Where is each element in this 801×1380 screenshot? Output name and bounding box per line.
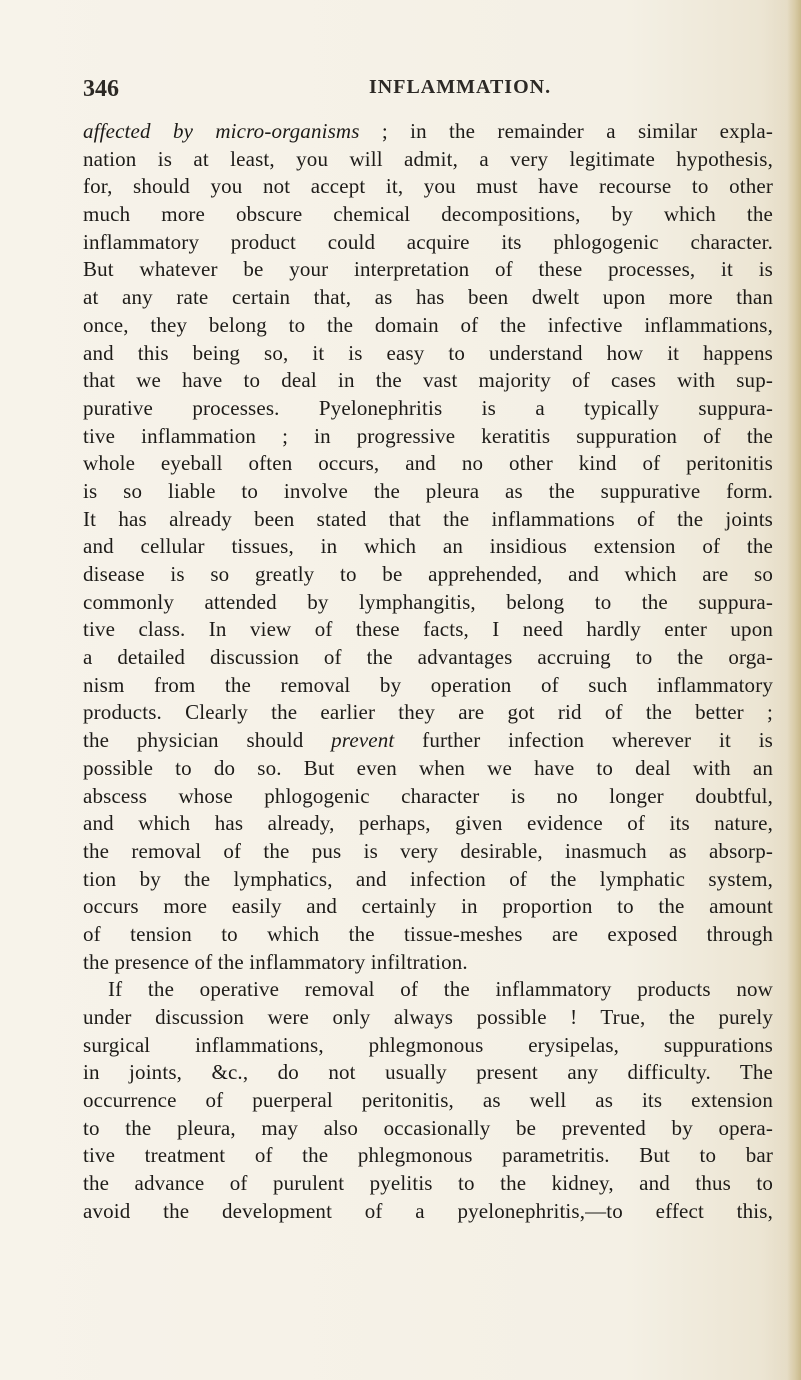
text-line — [83, 118, 773, 146]
text-line: at any rate certain that, as has been dwelt upon more than — [83, 285, 773, 310]
text-line: It has already been stated that the inflammations of the joints — [83, 506, 773, 531]
text-line: occurrence of puerperal peritonitis, as well as its extension — [83, 1088, 773, 1113]
text-line: tive inflammation ; in progressive keratitis suppuration of the — [83, 423, 773, 448]
text-line: tive treatment of the phlegmonous parametritis. But to bar — [83, 1143, 773, 1168]
text-line: surgical inflammations, phlegmonous erysipelas, suppurations — [83, 1032, 773, 1057]
text-line: the advance of purulent pyelitis to the kidney, and thus to — [83, 1171, 773, 1196]
running-head: INFLAMMATION. — [369, 76, 552, 98]
text-line: products. Clearly the earlier they are got rid of the better ; — [83, 700, 773, 725]
page-edge-shadow — [787, 0, 801, 1380]
paragraph-start: If the operative removal of the inflammatory products now — [108, 977, 773, 1002]
text-line: occurs more easily and certainly in proportion to the amount — [83, 894, 773, 919]
text-line: and cellular tissues, in which an insidious extension of the — [83, 534, 773, 559]
italic-word: prevent — [331, 728, 395, 753]
text-line: whole eyeball often occurs, and no other kind of peritonitis — [83, 451, 773, 476]
page-header — [83, 76, 773, 106]
text-line: commonly attended by lymphangitis, belong to the suppura- — [83, 589, 773, 614]
text-run: the physician should — [83, 728, 332, 753]
text-line: is so liable to involve the pleura as the suppurative form. — [83, 478, 773, 503]
text-line: nation is at least, you will admit, a very legitimate hypothesis, — [83, 146, 773, 171]
text-line: the presence of the inflammatory infiltration. — [83, 949, 468, 974]
text-line: the removal of the pus is very desirable, inasmuch as absorp- — [83, 838, 773, 863]
text-run: ; in the remainder a similar expla- — [359, 119, 773, 143]
text-line: and this being so, it is easy to understand how it happens — [83, 340, 773, 365]
text-line — [83, 727, 773, 755]
text-line: inflammatory product could acquire its phlogogenic character. — [83, 229, 773, 254]
text-run: further infection wherever it is — [394, 728, 774, 753]
text-line: for, should you not accept it, you must have recourse to other — [83, 174, 773, 199]
text-line: avoid the development of a pyelonephritis,—to effect this, — [83, 1198, 773, 1223]
text-line: tive class. In view of these facts, I need hardly enter upon — [83, 617, 773, 642]
text-line: once, they belong to the domain of the infective inflammations, — [83, 312, 773, 337]
text-line: purative processes. Pyelonephritis is a typically suppura- — [83, 395, 773, 420]
text-line: under discussion were only always possible ! True, the purely — [83, 1005, 773, 1029]
text-line: of tension to which the tissue-meshes are exposed through — [83, 921, 773, 946]
italic-phrase: affected by micro-organisms — [83, 119, 360, 143]
text-line: possible to do so. But even when we have to deal with an — [83, 755, 773, 780]
text-line: in joints, &c., do not usually present any difficulty. The — [83, 1060, 773, 1085]
text-line: that we have to deal in the vast majority of cases with sup- — [83, 368, 773, 393]
text-line: a detailed discussion of the advantages accruing to the orga- — [83, 645, 773, 670]
text-line: disease is so greatly to be apprehended, and which are so — [83, 562, 773, 586]
text-line: nism from the removal by operation of such inflammatory — [83, 672, 773, 697]
text-line: abscess whose phlogogenic character is no longer doubtful, — [83, 783, 773, 808]
body-text — [83, 118, 773, 1226]
text-line: and which has already, perhaps, given evidence of its nature, — [83, 811, 773, 836]
text-line: to the pleura, may also occasionally be prevented by opera- — [83, 1115, 773, 1140]
page-number: 346 — [83, 76, 119, 102]
text-line: tion by the lymphatics, and infection of the lymphatic system, — [83, 866, 773, 891]
text-line: much more obscure chemical decompositions, by which the — [83, 202, 773, 227]
text-line: But whatever be your interpretation of these processes, it is — [83, 257, 773, 282]
